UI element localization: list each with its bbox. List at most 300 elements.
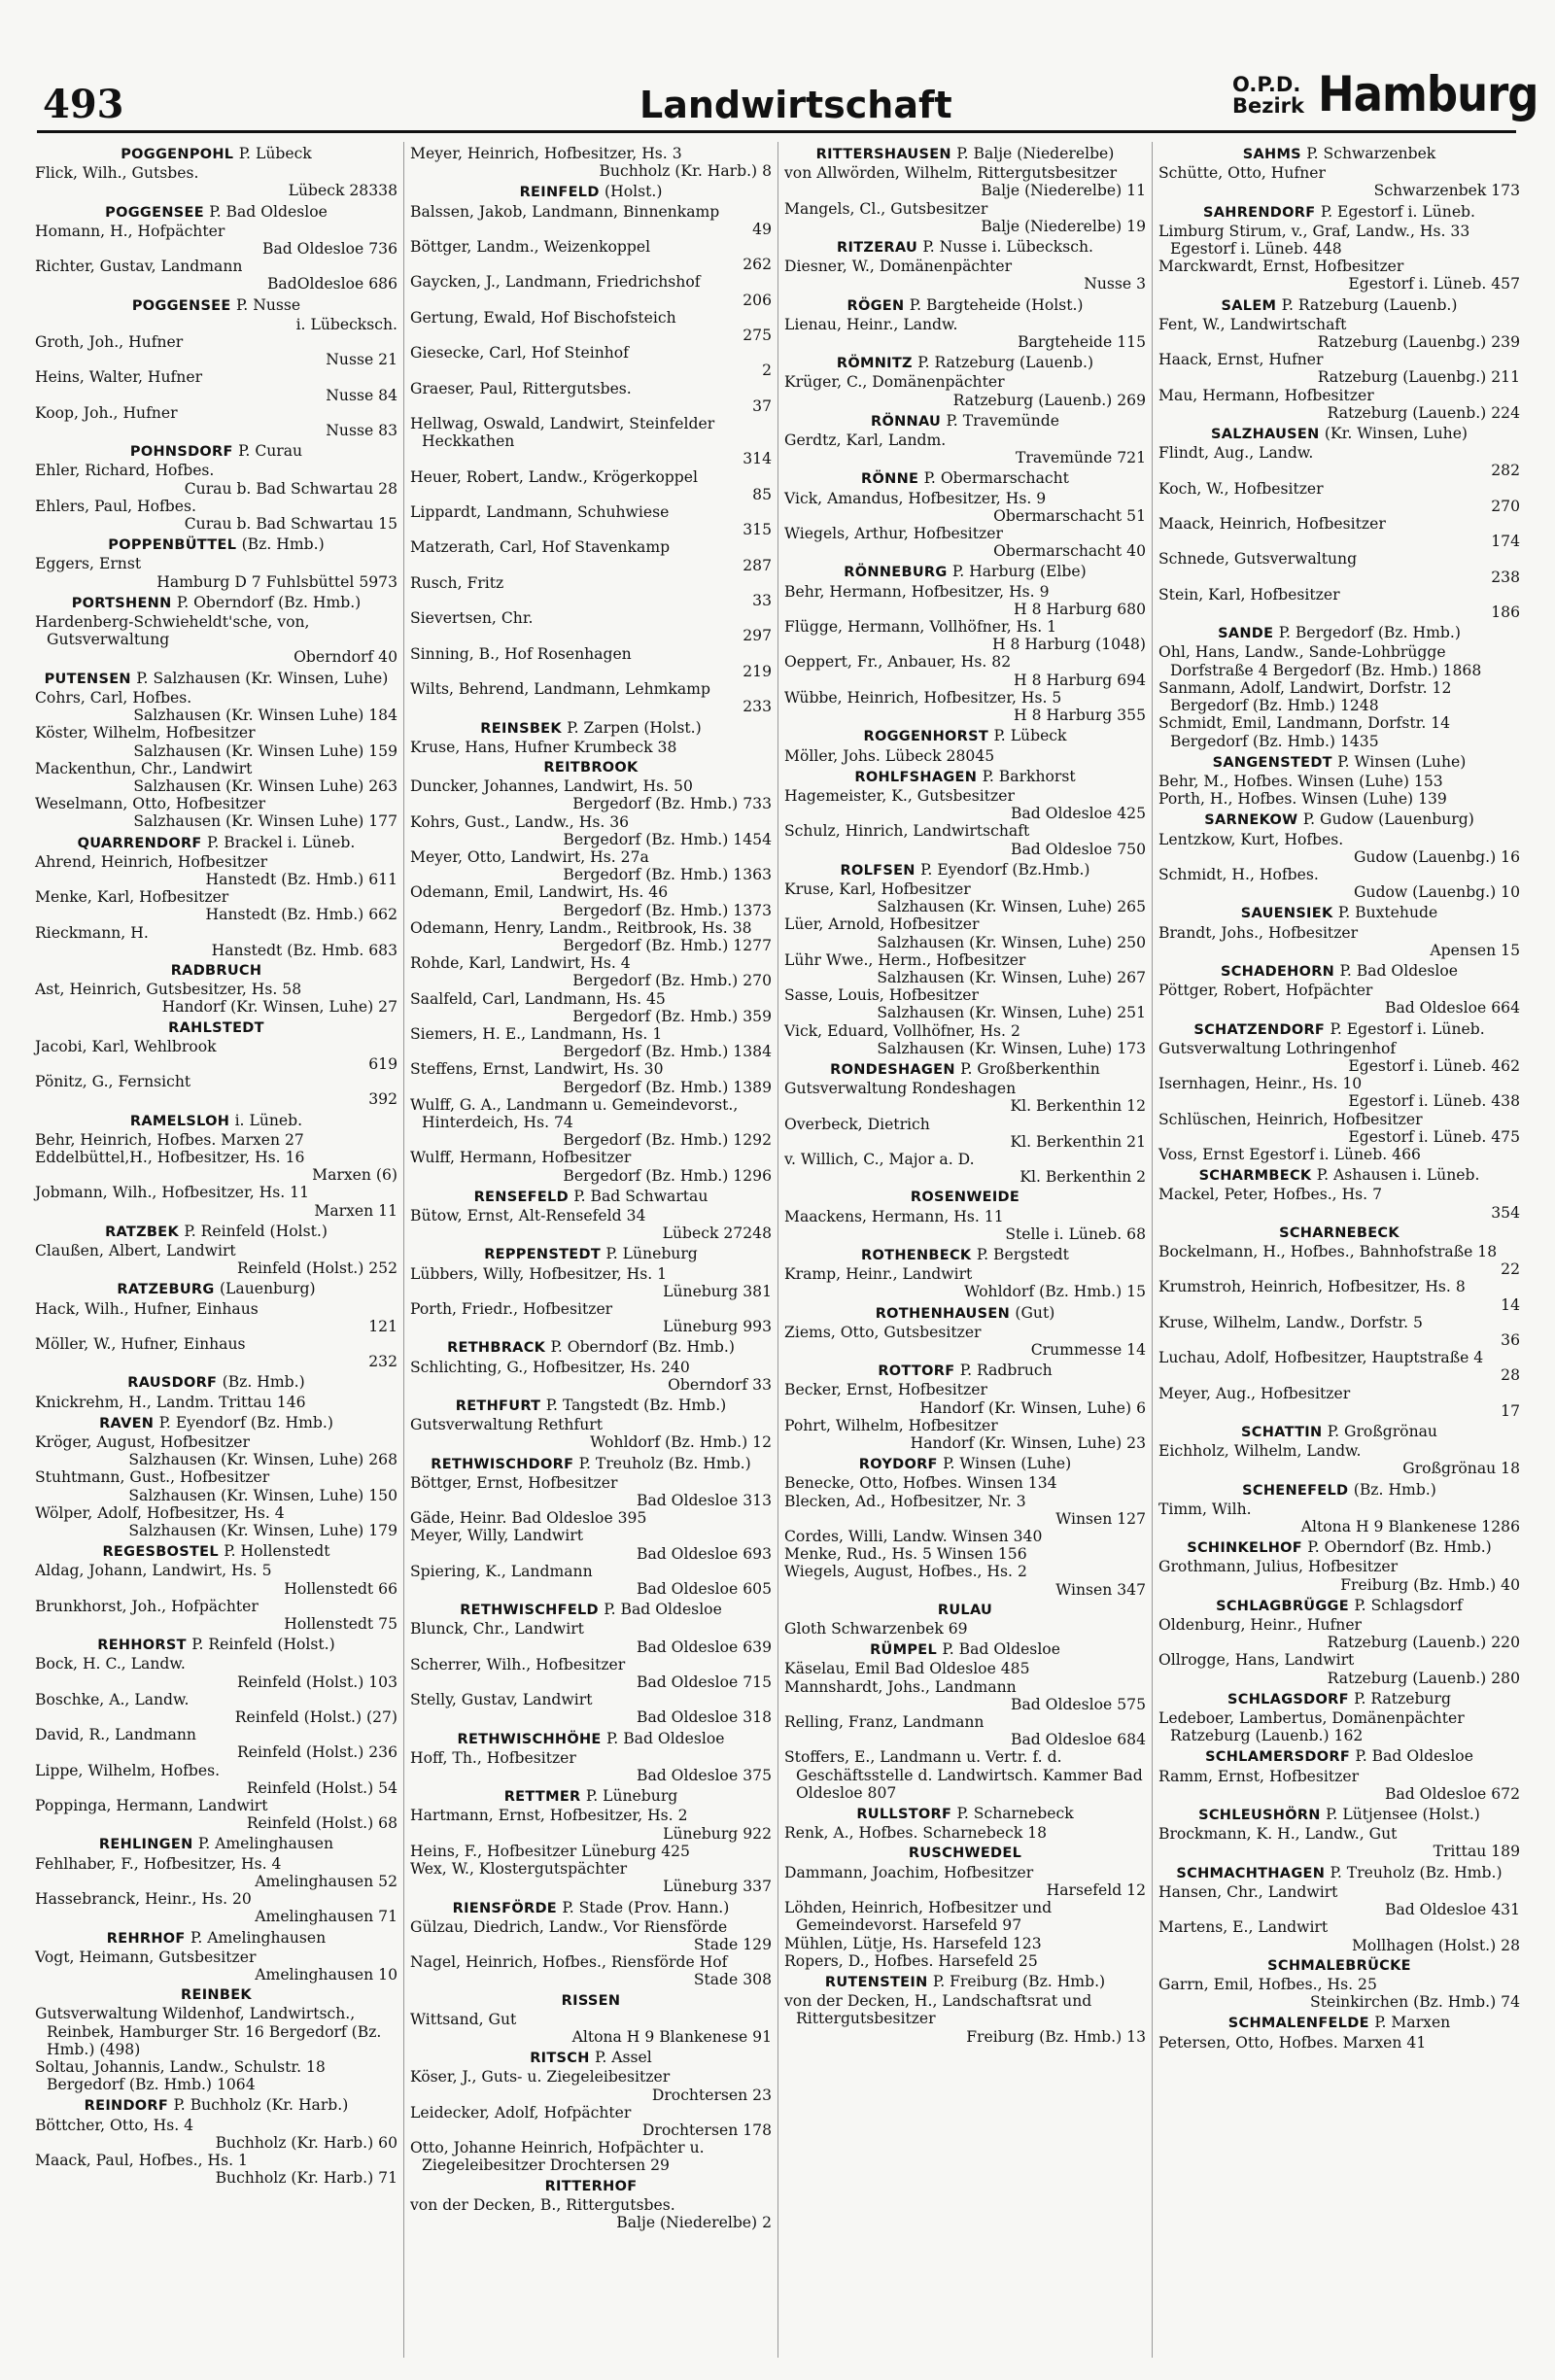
entry-name: Garrn, Emil, Hofbes., Hs. 25 <box>1158 1975 1377 1993</box>
directory-entry <box>1158 831 1520 866</box>
entry-location: 2 <box>762 362 772 380</box>
entry-location: Salzhausen (Kr. Winsen Luhe) 159 <box>133 742 397 760</box>
place-heading <box>410 1455 772 1473</box>
directory-section <box>35 1373 397 1410</box>
directory-section <box>1158 811 1520 901</box>
post-office: P. Bergedorf (Bz. Hmb.) <box>1278 624 1461 642</box>
entry-name: Stuhtmann, Gust., Hofbesitzer <box>35 1468 270 1487</box>
entry-location: H 8 Harburg (1048) <box>991 636 1146 654</box>
place-heading <box>35 1223 397 1241</box>
entry-name: Otto, Johanne Heinrich, Hofpächter u. Ziegeleibesitzer Drochtersen 29 <box>410 2139 705 2175</box>
entry-location: Hollenstedt 66 <box>284 1579 397 1598</box>
entry-name: Stelly, Gustav, Landwirt <box>410 1691 593 1709</box>
entry-name: Ehlers, Paul, Hofbes. <box>35 497 196 515</box>
place-heading <box>1158 296 1520 315</box>
entry-name: Stoffers, E., Landmann u. Vertr. f. d. Geschäftsstelle d. Landwirtsch. Kammer Bad Oldesloe 807 <box>784 1748 1143 1802</box>
directory-entry <box>35 1433 397 1468</box>
entry-location: 17 <box>1501 1401 1520 1420</box>
directory-entry <box>35 888 397 923</box>
post-office: P. Treuholz (Bz. Hmb.) <box>1330 1863 1503 1881</box>
entry-location: 22 <box>1501 1260 1520 1279</box>
place-heading <box>784 296 1146 315</box>
entry-name: Heins, Walter, Hufner <box>35 368 203 387</box>
directory-section <box>35 1414 397 1539</box>
directory-entry <box>410 1060 772 1095</box>
post-office: P. Salzhausen (Kr. Winsen, Luhe) <box>136 669 389 687</box>
directory-section <box>784 1973 1146 2046</box>
place-name: QUARRENDORF <box>77 835 202 851</box>
entry-location: Egestorf i. Lüneb. 475 <box>1348 1127 1520 1146</box>
directory-entry <box>784 1474 1146 1492</box>
post-office: P. Bad Oldesloe <box>942 1640 1060 1659</box>
place-heading <box>1158 1690 1520 1708</box>
column-3 <box>778 142 1152 2358</box>
entry-name: Heins, F., Hofbesitzer Lüneburg 425 <box>410 1842 690 1860</box>
entry-location: Salzhausen (Kr. Winsen, Luhe) 250 <box>877 933 1146 951</box>
entry-name: Becker, Ernst, Hofbesitzer <box>784 1381 987 1399</box>
directory-entry <box>35 1242 397 1277</box>
entry-location: 354 <box>1491 1203 1520 1222</box>
directory-entry <box>1158 1040 1520 1075</box>
directory-section <box>1158 1806 1520 1861</box>
directory-section <box>784 412 1146 467</box>
directory-entry <box>784 1952 1146 1970</box>
post-office: P. Bad Oldesloe <box>605 1729 725 1747</box>
place-heading <box>410 183 772 201</box>
directory-entry <box>35 1890 397 1925</box>
directory-entry <box>784 1824 1146 1842</box>
entry-location: Salzhausen (Kr. Winsen, Luhe) 267 <box>877 968 1146 986</box>
place-heading <box>784 1060 1146 1079</box>
column-4 <box>1152 142 1526 2358</box>
post-office: P. Bargteheide (Holst.) <box>909 295 1084 314</box>
entry-name: Graeser, Paul, Rittergutsbes. <box>410 379 632 397</box>
directory-entry <box>784 787 1146 822</box>
directory-section <box>35 834 397 959</box>
post-office: P. Harburg (Elbe) <box>951 563 1087 581</box>
entry-name: Blunck, Chr., Landwirt <box>410 1620 584 1638</box>
place-name: ROYDORF <box>858 1457 938 1473</box>
directory-entry <box>410 1918 772 1953</box>
entry-location: 33 <box>752 592 772 610</box>
entry-location: 233 <box>743 698 772 716</box>
entry-location: Nusse 83 <box>326 422 397 440</box>
place-name: RETHWISCHFELD <box>460 1603 599 1619</box>
entry-name: Vick, Eduard, Vollhöfner, Hs. 2 <box>784 1021 1020 1040</box>
directory-entry <box>410 645 772 680</box>
post-office: P. Stade (Prov. Hann.) <box>562 1898 730 1916</box>
entry-location: Bad Oldesloe 431 <box>1384 1901 1520 1919</box>
entry-location: Hanstedt (Bz. Hmb.) 662 <box>205 906 397 924</box>
directory-section <box>784 1602 1146 1638</box>
place-heading <box>784 1845 1146 1862</box>
entry-location: Stade 308 <box>693 1971 772 1989</box>
entry-name: Voss, Ernst Egestorf i. Lüneb. 466 <box>1158 1145 1421 1163</box>
place-heading <box>35 1373 397 1392</box>
entry-name: Bockelmann, H., Hofbes., Bahnhofstraße 18 <box>1158 1242 1498 1260</box>
directory-section <box>35 1929 397 1984</box>
entry-name: Nagel, Heinrich, Hofbes., Riensförde Hof <box>410 1953 728 1972</box>
entry-location: Lüneburg 922 <box>663 1824 772 1843</box>
entry-name: Lippardt, Landmann, Schuhwiese <box>410 503 670 522</box>
entry-name: Stein, Karl, Hofbesitzer <box>1158 585 1340 604</box>
directory-entry <box>410 574 772 609</box>
entry-name: Heuer, Robert, Landw., Krögerkoppel <box>410 467 698 486</box>
place-heading <box>784 238 1146 257</box>
directory-entry <box>35 1691 397 1726</box>
page-header <box>37 60 1538 133</box>
entry-location: Bad Oldesloe 684 <box>1010 1731 1146 1749</box>
entry-name: von der Decken, H., Landschaftsrat und Rittergutsbesitzer <box>784 1992 1092 2028</box>
directory-section <box>1158 425 1520 621</box>
entry-location: Freiburg (Bz. Hmb.) 40 <box>1340 1575 1520 1594</box>
place-name: SALZHAUSEN <box>1210 427 1320 443</box>
entry-location: Nusse 21 <box>326 351 397 369</box>
entry-name: Wittsand, Gut <box>410 2010 517 2028</box>
entry-name: Böttger, Ernst, Hofbesitzer <box>410 1473 618 1492</box>
place-name: SARNEKOW <box>1204 812 1298 829</box>
entry-name: Blecken, Ad., Hofbesitzer, Nr. 3 <box>784 1492 1026 1510</box>
directory-section <box>1158 1864 1520 1954</box>
directory-entry <box>35 1335 397 1370</box>
entry-name: Rieckmann, H. <box>35 923 149 942</box>
entry-location: Lüneburg 337 <box>663 1878 772 1896</box>
place-heading <box>35 1929 397 1948</box>
entry-name: von Allwörden, Wilhelm, Rittergutsbesitzer <box>784 164 1118 183</box>
directory-entry <box>35 368 397 403</box>
post-office: P. Nusse <box>235 295 301 314</box>
entry-name: Fehlhaber, F., Hofbesitzer, Hs. 4 <box>35 1854 282 1873</box>
region-label-line-2: Bezirk <box>1232 94 1304 118</box>
entry-name: David, R., Landmann <box>35 1726 196 1744</box>
place-name: RISSEN <box>561 1992 621 2009</box>
entry-name: Cordes, Willi, Landw. Winsen 340 <box>784 1528 1043 1546</box>
place-heading <box>1158 1020 1520 1039</box>
directory-section <box>1158 1423 1520 1478</box>
entry-location: Reinfeld (Holst.) 252 <box>236 1259 397 1278</box>
place-heading <box>410 1601 772 1619</box>
entry-name: Gerdtz, Karl, Landm. <box>784 431 947 450</box>
directory-entry <box>1158 316 1520 351</box>
directory-entry <box>410 1527 772 1562</box>
entry-name: Balssen, Jakob, Landmann, Binnenkamp <box>410 202 720 221</box>
entry-name: Saalfeld, Carl, Landmann, Hs. 45 <box>410 989 666 1008</box>
place-name: RADBRUCH <box>170 962 262 979</box>
column-2 <box>403 142 778 2358</box>
directory-entry <box>784 1748 1146 1802</box>
entry-name: Ahrend, Heinrich, Hofbesitzer <box>35 852 268 871</box>
page-number: 493 <box>43 82 124 127</box>
entry-location: Hanstedt (Bz. Hmb.) 611 <box>205 870 397 888</box>
entry-name: Menke, Rud., Hs. 5 Winsen 156 <box>784 1545 1027 1564</box>
place-name: SCHADEHORN <box>1220 963 1335 980</box>
entry-location: Ratzeburg (Lauenb.) 220 <box>1327 1634 1520 1652</box>
entry-location: Travemünde 721 <box>1016 449 1146 467</box>
directory-section <box>410 1455 772 1599</box>
place-name: RETTMER <box>503 1789 581 1806</box>
place-heading <box>35 535 397 554</box>
post-office: (Holst.) <box>605 183 663 201</box>
directory-entry <box>1158 258 1520 293</box>
place-heading <box>35 442 397 461</box>
post-office: P. Balje (Niederelbe) <box>956 145 1115 162</box>
entry-location: 232 <box>368 1353 397 1371</box>
entry-name: Limburg Stirum, v., Graf, Landw., Hs. 33 Egestorf i. Lüneb. 448 <box>1158 222 1470 259</box>
entry-location: Egestorf i. Lüneb. 438 <box>1348 1092 1520 1111</box>
directory-entry <box>35 1184 397 1219</box>
entry-location: Kl. Berkenthin 21 <box>1010 1132 1146 1151</box>
place-heading <box>410 1899 772 1917</box>
entry-location: Stade 129 <box>693 1935 772 1953</box>
place-heading <box>784 1304 1146 1323</box>
place-heading <box>784 1455 1146 1473</box>
post-office: (Gut) <box>1015 1303 1055 1322</box>
entry-location: Bad Oldesloe 750 <box>1010 840 1146 858</box>
directory-section <box>784 1246 1146 1301</box>
entry-name: Hagemeister, K., Gutsbesitzer <box>784 786 1015 805</box>
page-title: Landwirtschaft <box>639 84 952 126</box>
directory-entry <box>784 689 1146 724</box>
place-heading <box>410 1992 772 2010</box>
directory-entry <box>1158 1768 1520 1803</box>
entry-location: 186 <box>1491 604 1520 622</box>
entry-name: Bock, H. C., Landw. <box>35 1655 186 1673</box>
directory-section <box>410 183 772 715</box>
place-name: SAHRENDORF <box>1203 204 1316 221</box>
place-heading <box>1158 1864 1520 1882</box>
directory-entry <box>35 1468 397 1503</box>
place-name: SCHMACHTHAGEN <box>1176 1865 1326 1881</box>
directory-entry <box>35 795 397 830</box>
directory-section <box>410 1992 772 2047</box>
entry-location: Marxen 11 <box>314 1201 397 1220</box>
entry-location: 314 <box>743 450 772 468</box>
entry-name: Meyer, Heinrich, Hofbesitzer, Hs. 3 <box>410 145 682 162</box>
entry-name: Jacobi, Karl, Wehlbrook <box>35 1037 217 1055</box>
directory-entry <box>410 2068 772 2103</box>
directory-entry <box>784 1151 1146 1186</box>
entry-name: Maackens, Hermann, Hs. 11 <box>784 1207 1004 1225</box>
place-heading <box>410 1188 772 1206</box>
directory-entry <box>1158 1278 1520 1313</box>
entry-location: Bergedorf (Bz. Hmb.) 1277 <box>563 936 772 954</box>
directory-entry <box>784 986 1146 1021</box>
entry-location: Kl. Berkenthin 12 <box>1010 1097 1146 1116</box>
entry-location: Salzhausen (Kr. Winsen, Luhe) 150 <box>128 1486 397 1504</box>
entry-location: Ratzeburg (Lauenbg.) 211 <box>1317 368 1520 387</box>
directory-section <box>410 1188 772 1243</box>
post-office: P. Lübeck <box>238 145 312 162</box>
entry-location: 287 <box>743 556 772 574</box>
entry-location: Bergedorf (Bz. Hmb.) 270 <box>572 972 772 990</box>
entry-location: 282 <box>1491 462 1520 480</box>
directory-entry <box>35 2152 397 2187</box>
place-heading <box>1158 425 1520 443</box>
place-name: SANDE <box>1218 626 1274 642</box>
directory-entry <box>1158 550 1520 585</box>
entry-name: Lentzkow, Kurt, Hofbes. <box>1158 830 1344 848</box>
place-name: RÖGEN <box>847 297 905 314</box>
entry-name: Odemann, Emil, Landwirt, Hs. 46 <box>410 883 669 902</box>
directory-entry <box>784 1563 1146 1598</box>
directory-entry <box>410 538 772 573</box>
directory-entry <box>35 555 397 590</box>
entry-location: 36 <box>1501 1331 1520 1349</box>
entry-name: Gaycken, J., Landmann, Friedrichshof <box>410 273 701 292</box>
entry-name: Scherrer, Wilh., Hofbesitzer <box>410 1655 626 1673</box>
directory-entry <box>1158 924 1520 959</box>
entry-name: Mackenthun, Chr., Landwirt <box>35 759 253 777</box>
entry-name: Pohrt, Wilhelm, Hofbesitzer <box>784 1416 998 1434</box>
entry-location: 28 <box>1501 1366 1520 1385</box>
entry-location: Buchholz (Kr. Harb.) 71 <box>215 2169 397 2188</box>
entry-name: Behr, M., Hofbes. Winsen (Luhe) 153 <box>1158 772 1443 790</box>
directory-entry <box>784 316 1146 351</box>
entry-name: Luchau, Adolf, Hofbesitzer, Hauptstraße 4 <box>1158 1349 1484 1367</box>
entry-name: Aldag, Johann, Landwirt, Hs. 5 <box>35 1562 272 1580</box>
post-office: P. Winsen (Luhe) <box>943 1455 1072 1473</box>
directory-entry <box>410 609 772 644</box>
post-office: P. Großgrönau <box>1327 1423 1437 1441</box>
directory-section <box>784 1805 1146 1842</box>
post-office: P. Buxtehude <box>1337 904 1438 922</box>
entry-name: Kruse, Wilhelm, Landw., Dorfstr. 5 <box>1158 1313 1423 1331</box>
place-heading <box>1158 1538 1520 1557</box>
entry-location: 85 <box>752 485 772 503</box>
entry-name: Hassebranck, Heinr., Hs. 20 <box>35 1890 252 1909</box>
post-office: P. Curau <box>238 442 303 461</box>
place-heading <box>35 1112 397 1130</box>
directory-entry <box>1158 586 1520 621</box>
entry-name: Ramm, Ernst, Hofbesitzer <box>1158 1767 1360 1785</box>
directory-section <box>1158 1020 1520 1164</box>
directory-entry <box>410 1265 772 1300</box>
entry-name: Cohrs, Carl, Hofbes. <box>35 688 192 707</box>
post-office: P. Eyendorf (Bz.Hmb.) <box>920 860 1090 879</box>
entry-location: 206 <box>743 291 772 309</box>
entry-name: Renk, A., Hofbes. Scharnebeck 18 <box>784 1824 1048 1843</box>
directory-entry <box>35 1038 397 1073</box>
entry-name: Giesecke, Carl, Hof Steinhof <box>410 344 629 362</box>
entry-location: H 8 Harburg 694 <box>1014 671 1146 689</box>
region-city: Hamburg <box>1318 66 1538 122</box>
entry-location: Handorf (Kr. Winsen, Luhe) 23 <box>910 1434 1146 1453</box>
place-name: RITTERSHAUSEN <box>815 147 951 162</box>
place-name: RETHFURT <box>455 1398 541 1415</box>
place-heading <box>784 1246 1146 1264</box>
entry-location: 174 <box>1491 533 1520 551</box>
entry-name: Boschke, A., Landw. <box>35 1690 190 1708</box>
entry-name: Kröger, August, Hofbesitzer <box>35 1433 250 1452</box>
directory-entry <box>410 1749 772 1784</box>
directory-entry <box>35 258 397 293</box>
place-heading <box>35 1414 397 1432</box>
entry-name: Groth, Joh., Hufner <box>35 333 184 352</box>
place-name: REHRHOF <box>106 1930 186 1947</box>
directory-entry <box>35 1598 397 1633</box>
directory-entry <box>35 1726 397 1761</box>
place-heading <box>1158 2014 1520 2032</box>
region-label <box>1232 74 1304 117</box>
entry-name: Duncker, Johannes, Landwirt, Hs. 50 <box>410 777 693 796</box>
place-heading <box>1158 1597 1520 1615</box>
entry-name: Mangels, Cl., Gutsbesitzer <box>784 199 988 218</box>
entry-location: Reinfeld (Holst.) 236 <box>236 1743 397 1762</box>
entry-location: Bergedorf (Bz. Hmb.) 1389 <box>563 1078 772 1096</box>
entry-name: Martens, E., Landwirt <box>1158 1918 1329 1937</box>
directory-entry <box>1158 1825 1520 1860</box>
post-office: P. Assel <box>595 2049 652 2067</box>
directory-entry <box>784 1620 1146 1638</box>
directory-entry <box>410 883 772 918</box>
place-name: SCHMALENFELDE <box>1227 2016 1369 2032</box>
place-name: RONDESHAGEN <box>830 1061 955 1078</box>
entry-name: v. Willich, C., Major a. D. <box>784 1150 975 1168</box>
entry-name: Gertung, Ewald, Hof Bischofsteich <box>410 308 676 327</box>
directory-entry <box>1158 982 1520 1017</box>
entry-location: Gudow (Lauenbg.) 16 <box>1353 847 1520 866</box>
entry-location: Bad Oldesloe 664 <box>1384 999 1520 1018</box>
place-heading <box>35 1835 397 1853</box>
entry-location: Lüneburg 381 <box>663 1282 772 1300</box>
entry-name: Weselmann, Otto, Hofbesitzer <box>35 795 266 813</box>
entry-name: Wex, W., Klostergutspächter <box>410 1860 628 1879</box>
entry-name: Ledeboer, Lambertus, Domänenpächter Ratzeburg (Lauenb.) 162 <box>1158 1709 1465 1745</box>
post-office: P. Ratzeburg (Lauenb.) <box>917 354 1094 372</box>
directory-entry <box>410 380 772 415</box>
entry-name: von der Decken, B., Rittergutsbes. <box>410 2195 675 2214</box>
entry-location: Harsefeld 12 <box>1046 1880 1146 1899</box>
post-office: i. Lüneb. <box>234 1111 303 1129</box>
entry-name: Wulff, Hermann, Hofbesitzer <box>410 1149 632 1167</box>
post-office: P. Gudow (Lauenburg) <box>1302 811 1474 829</box>
entry-name: Ohl, Hans, Landw., Sande-Lohbrügge Dorfstraße 4 Bergedorf (Bz. Hmb.) 1868 <box>1158 643 1482 679</box>
entry-location: Salzhausen (Kr. Winsen, Luhe) 173 <box>877 1039 1146 1057</box>
entry-location: Obermarschacht 40 <box>993 542 1146 561</box>
directory-entry <box>784 1208 1146 1243</box>
directory-entry <box>410 1656 772 1691</box>
place-name: RITZERAU <box>837 240 918 257</box>
entry-location: Steinkirchen (Bz. Hmb.) 74 <box>1310 1993 1520 2012</box>
place-name: RETHWISCHDORF <box>431 1456 574 1472</box>
entry-name: Brunkhorst, Joh., Hofpächter <box>35 1597 259 1615</box>
directory-entry <box>410 1207 772 1242</box>
post-office: P. Bergstedt <box>976 1245 1069 1263</box>
directory-section <box>784 1060 1146 1186</box>
directory-entry <box>35 924 397 959</box>
directory-section <box>1158 1690 1520 1745</box>
entry-location: 37 <box>752 397 772 415</box>
place-heading <box>35 670 397 688</box>
entry-name: Oldenburg, Heinr., Hufner <box>1158 1616 1363 1635</box>
directory-entry <box>35 689 397 724</box>
entry-location: Freiburg (Bz. Hmb.) 13 <box>966 2027 1146 2046</box>
directory-entry <box>410 2196 772 2231</box>
directory-entry <box>410 503 772 538</box>
entry-name: Sievertsen, Chr. <box>410 609 534 628</box>
entry-location: Reinfeld (Holst.) 54 <box>246 1778 397 1797</box>
entry-location: 219 <box>743 662 772 680</box>
entry-location: Apensen 15 <box>1430 941 1520 959</box>
directory-entry <box>410 990 772 1025</box>
entry-name: Gutsverwaltung Lothringenhof <box>1158 1039 1397 1057</box>
entry-name: Knickrehm, H., Landm. Trittau 146 <box>35 1393 306 1411</box>
place-name: SALEM <box>1221 297 1277 314</box>
entry-location: Winsen 127 <box>1055 1509 1146 1528</box>
entry-name: Maack, Paul, Hofbes., Hs. 1 <box>35 2151 248 2169</box>
directory-entry <box>35 404 397 439</box>
directory-section <box>35 594 397 667</box>
